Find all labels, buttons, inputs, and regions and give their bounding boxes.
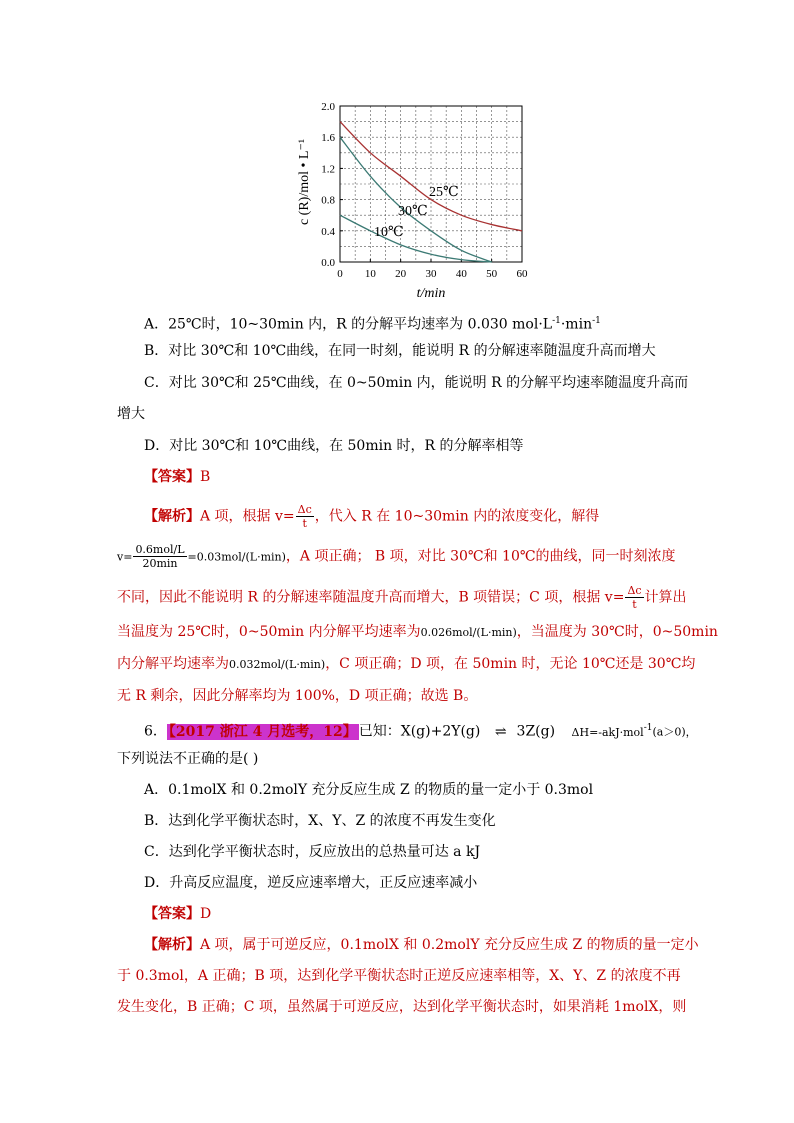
q5-option-b: B．对比 30℃和 10℃曲线，在同一时刻，能说明 R 的分解速率随温度升高而增大 bbox=[144, 343, 656, 359]
q5-expl-3a: 不同，因此不能说明 R 的分解速率随温度升高而增大，B 项错误；C 项，根据 v= bbox=[117, 589, 625, 606]
curve-label-30c: 30℃ bbox=[398, 204, 428, 219]
q5-expl-5a: 内分解平均速率为 bbox=[117, 656, 229, 672]
x-tick-label: 30 bbox=[425, 268, 437, 280]
q5-expl-1b: ，代入 R 在 10~30min 内的浓度变化，解得 bbox=[314, 508, 600, 525]
y-tick-label: 0.8 bbox=[321, 194, 335, 207]
chart-grid bbox=[340, 106, 522, 262]
x-tick-label: 10 bbox=[364, 268, 376, 280]
q5-explanation-line2 bbox=[117, 543, 676, 570]
q6-answer bbox=[144, 904, 211, 924]
equilibrium-arrow-icon: ⇌ bbox=[494, 723, 507, 740]
q6-option-b: B．达到化学平衡状态时，X、Y、Z 的浓度不再发生变化 bbox=[144, 813, 496, 829]
q6-stem-dh-sup: -1 bbox=[643, 723, 653, 733]
q5-expl-2-val: =0.03mol/(L·min) bbox=[187, 550, 286, 564]
y-tick-label: 0.4 bbox=[321, 225, 335, 238]
q5-option-a-text: A．25℃时，10~30min 内，R 的分解平均速率为 0.030 mol·L bbox=[144, 316, 553, 333]
q5-explanation-line1 bbox=[144, 503, 599, 530]
q6-stem-dh: ΔH=-akJ·mol bbox=[571, 725, 644, 739]
q5-expl-5b: ，C 项正确；D 项，在 50min 时，无论 10℃还是 30℃均 bbox=[325, 656, 696, 672]
q5-expl-4b: ，当温度为 30℃时，0~50min bbox=[516, 624, 718, 640]
x-tick-label: 0 bbox=[337, 268, 343, 280]
q6-expl-1: A 项，属于可逆反应，0.1molX 和 0.2molY 充分反应生成 Z 的物质的量一定小 bbox=[200, 937, 699, 953]
q5-expl-1a: A 项，根据 v= bbox=[200, 508, 295, 525]
q5-expl-5-val: 0.032mol/(L·min) bbox=[229, 658, 326, 671]
x-tick-label: 40 bbox=[455, 268, 467, 280]
q5-expl-4a: 当温度为 25℃时，0~50min 内分解平均速率为 bbox=[117, 624, 421, 640]
y-tick-label: 2.0 bbox=[321, 101, 335, 113]
q6-explanation-line2: 于 0.3mol，A 正确；B 项，达到化学平衡状态时正逆反应速率相等，X、Y、Z 的浓度不再 bbox=[117, 968, 681, 984]
q6-explanation-line3: 发生变化，B 正确；C 项，虽然属于可逆反应，达到化学平衡状态时，如果消耗 1molX，则 bbox=[117, 999, 687, 1015]
q6-stem-1: 已知：X(g)+2Y(g) bbox=[358, 723, 481, 740]
q5-expl-3-num: Δc bbox=[627, 584, 642, 597]
x-tick-label: 50 bbox=[486, 268, 498, 280]
concentration-time-chart bbox=[294, 98, 534, 300]
q5-expl-1-num: Δc bbox=[297, 503, 312, 516]
curve-label-25c: 25℃ bbox=[429, 185, 459, 200]
q5-answer bbox=[144, 467, 210, 487]
q6-answer-value: D bbox=[200, 906, 212, 922]
y-tick-label: 1.6 bbox=[321, 132, 335, 145]
x-tick-label: 20 bbox=[395, 268, 407, 280]
q5-expl-2-pre: v= bbox=[117, 550, 133, 564]
q5-expl-4-val: 0.026mol/(L·min) bbox=[420, 626, 517, 639]
q6-option-a: A．0.1molX 和 0.2molY 充分反应生成 Z 的物质的量一定小于 0.3mol bbox=[144, 782, 594, 798]
q5-expl-2-den: 20min bbox=[142, 557, 178, 570]
y-tick-label: 0.0 bbox=[321, 257, 335, 269]
q6-option-c: C．达到化学平衡状态时，反应放出的总热量可达 a kJ bbox=[144, 844, 481, 860]
q5-explanation-line6: 无 R 剩余，因此分解率均为 100%，D 项正确；故选 B。 bbox=[117, 688, 478, 704]
q6-expl-label: 【解析】 bbox=[144, 937, 200, 953]
q5-answer-label: 【答案】 bbox=[144, 469, 200, 485]
q5-expl-3b: 计算出 bbox=[644, 589, 687, 606]
q5-option-a bbox=[144, 311, 601, 335]
q5-option-c-line1: C．对比 30℃和 25℃曲线，在 0~50min 内，能说明 R 的分解平均速率随温度升高而 bbox=[144, 375, 689, 391]
q5-expl-2b: ，A 项正确； B 项，对比 30℃和 10℃的曲线，同一时刻浓度 bbox=[285, 548, 676, 565]
x-tick-label: 60 bbox=[516, 268, 528, 280]
y-tick-label: 1.2 bbox=[321, 163, 335, 176]
q5-option-a-mid: ·min bbox=[560, 316, 593, 333]
q5-option-a-sup2: -1 bbox=[592, 316, 601, 326]
q5-option-c-line2: 增大 bbox=[117, 406, 145, 422]
q6-source-tag: 【2017 浙江 4 月选考，12】 bbox=[168, 723, 357, 740]
q5-expl-2-num: 0.6mol/L bbox=[135, 543, 185, 556]
q6-stem-eq: 3Z(g) bbox=[516, 723, 556, 740]
q5-expl-label: 【解析】 bbox=[144, 508, 200, 525]
q6-option-d: D．升高反应温度，逆反应速率增大，正反应速率减小 bbox=[144, 875, 478, 891]
q6-stem-dh-end: (a＞0)， bbox=[652, 725, 697, 739]
q5-explanation-line5 bbox=[117, 654, 695, 675]
q5-explanation-line3 bbox=[117, 584, 687, 611]
q5-option-a-sup1: -1 bbox=[552, 316, 561, 326]
q6-explanation-line1 bbox=[144, 935, 699, 955]
q6-number: 6． bbox=[144, 723, 167, 740]
q6-answer-label: 【答案】 bbox=[144, 906, 200, 922]
q5-explanation-line4 bbox=[117, 622, 718, 643]
curve-label-10c: 10℃ bbox=[374, 225, 404, 240]
q5-expl-1-den: t bbox=[302, 517, 307, 530]
y-axis-label: c (R)/mol • L⁻¹ bbox=[297, 138, 312, 226]
x-axis-label: t/min bbox=[416, 286, 446, 300]
q6-stem-line2: 下列说法不正确的是( ) bbox=[117, 751, 259, 767]
q5-answer-value: B bbox=[200, 469, 211, 485]
q5-option-d: D．对比 30℃和 10℃曲线，在 50min 时，R 的分解率相等 bbox=[144, 438, 524, 454]
q6-stem-line1 bbox=[144, 718, 697, 743]
q5-expl-3-den: t bbox=[632, 598, 637, 611]
